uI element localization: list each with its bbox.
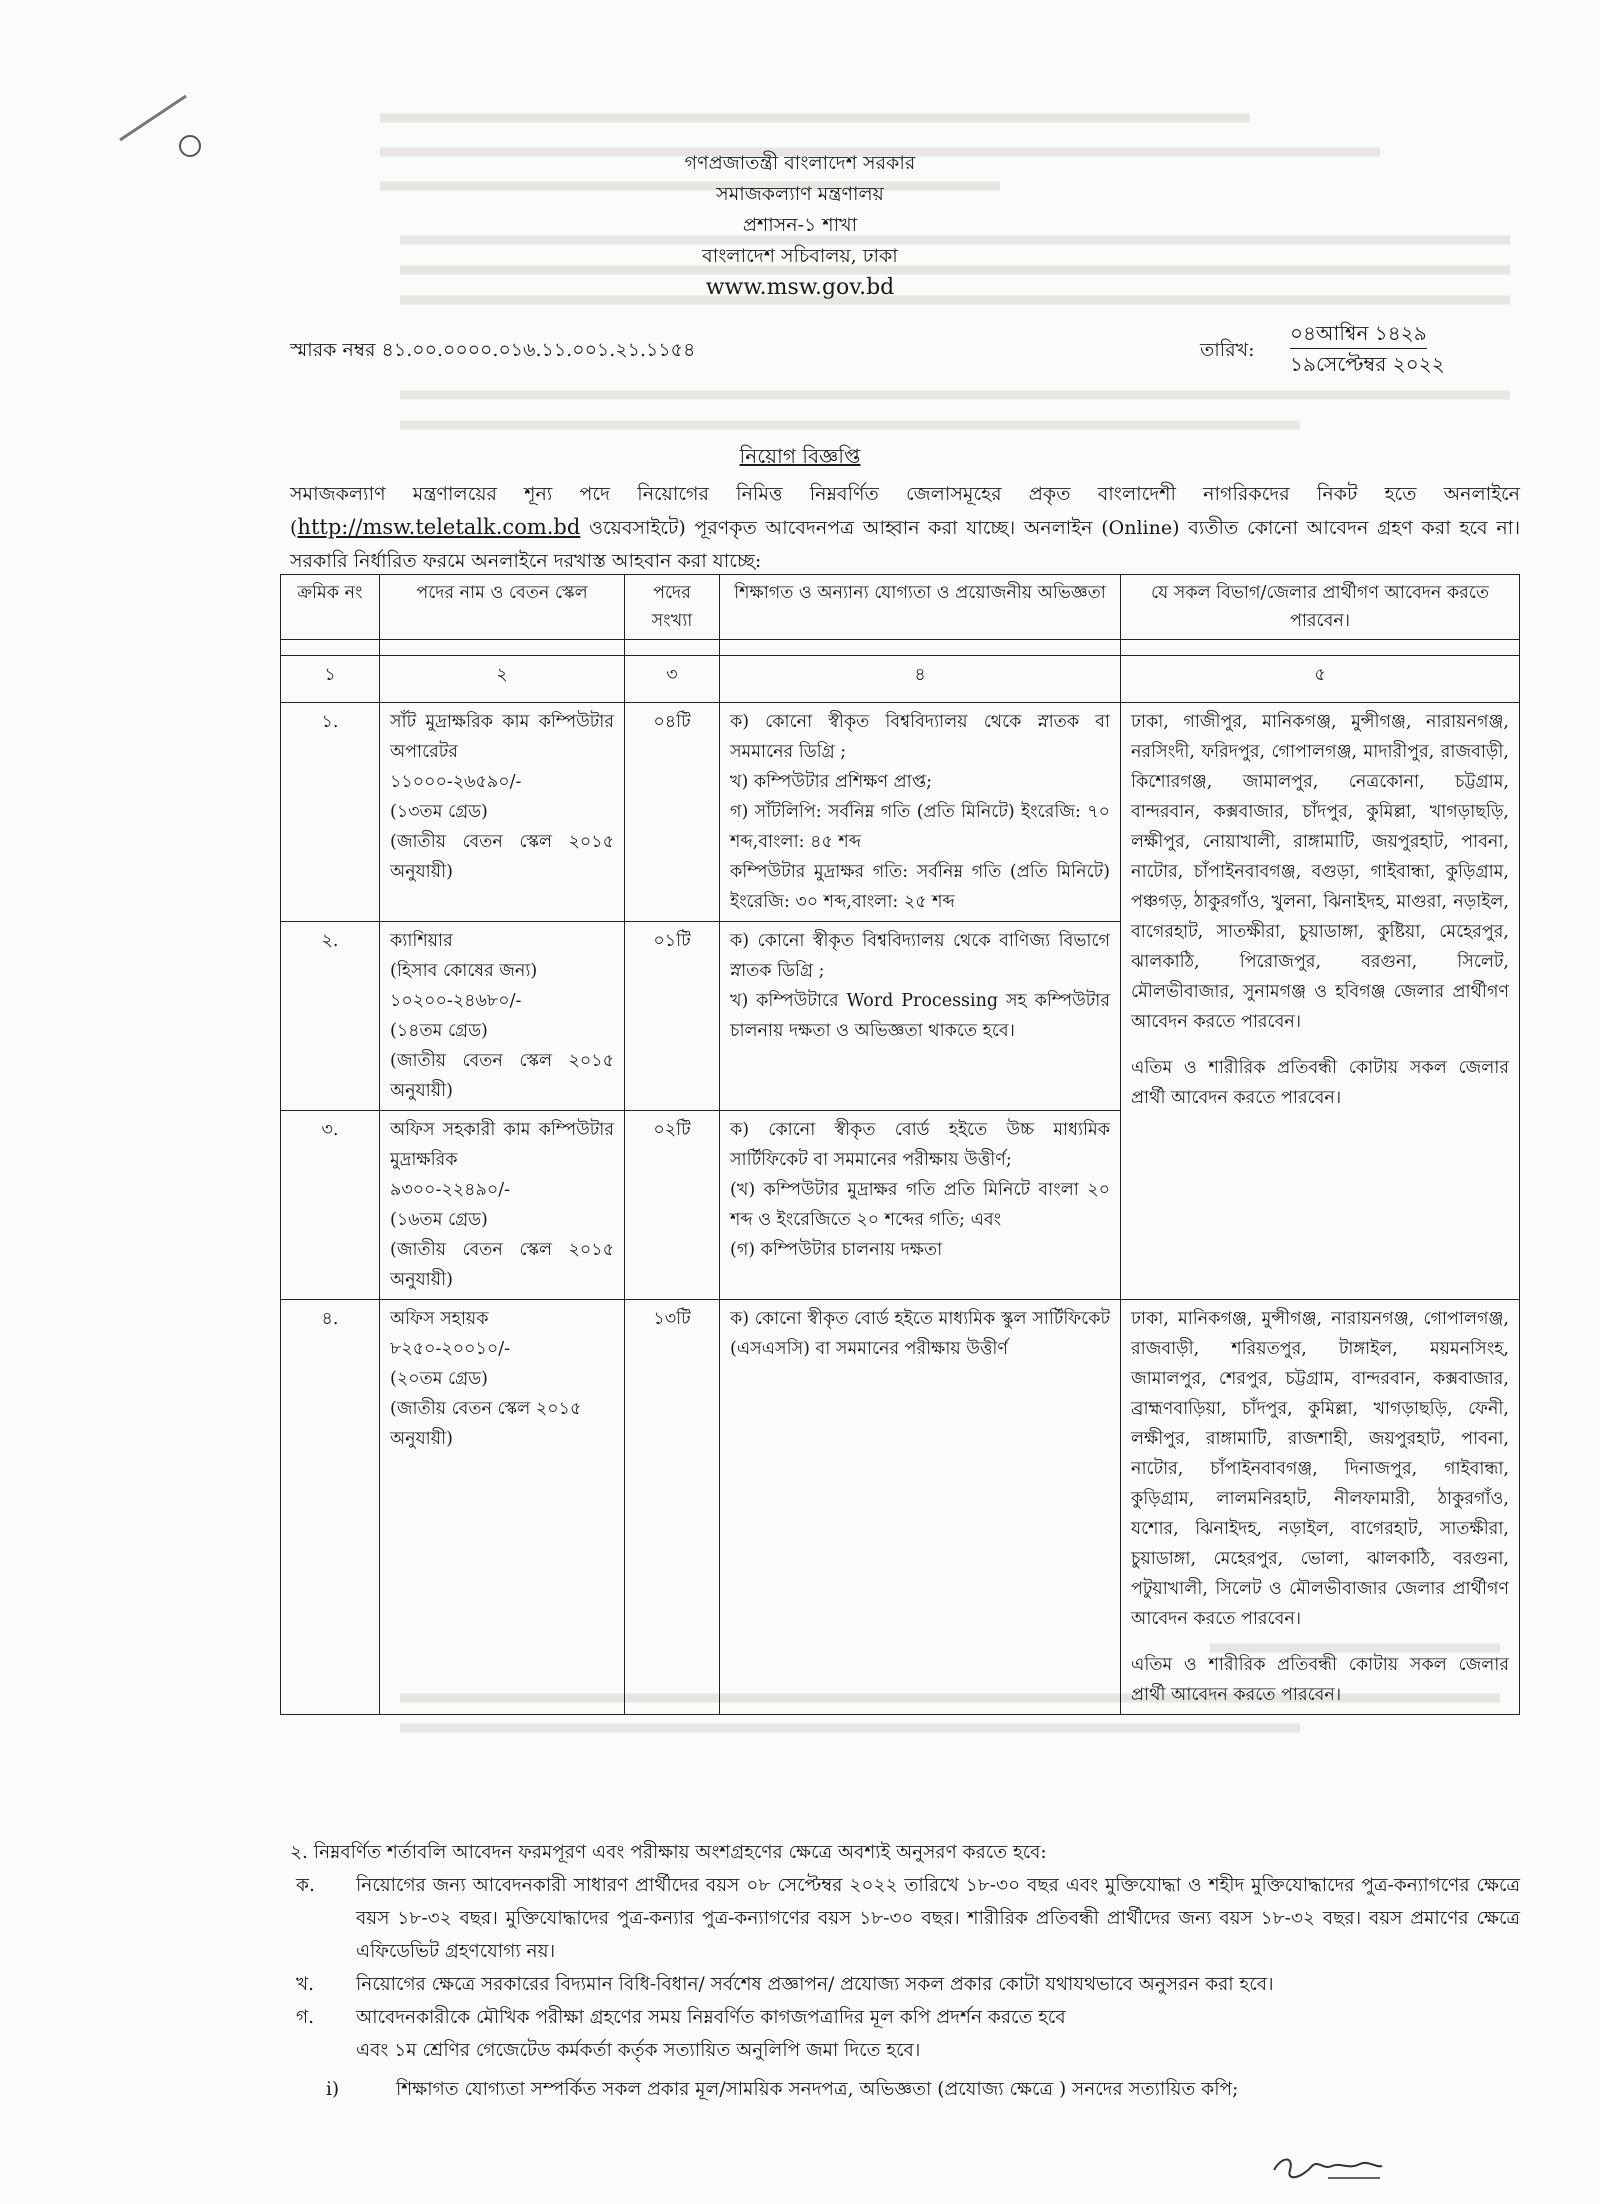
post-cell [380, 922, 625, 1111]
grade: (১৩তম গ্রেড) [390, 802, 488, 822]
col-number: ১ [281, 656, 380, 703]
qualification-item: ক) কোনো স্বীকৃত বোর্ড হইতে উচ্চ মাধ্যমিক সার্টিফিকেট বা সমমানের পরীক্ষায় উত্তীর্ণ; [730, 1120, 1110, 1170]
scale-note: (জাতীয় বেতন স্কেল ২০১৫ অনুযায়ী) [390, 1240, 614, 1290]
condition-continuation: এবং ১ম শ্রেণির গেজেটেড কর্মকর্তা কর্তৃক সত্যায়িত অনুলিপি জমা দিতে হবে। [356, 2040, 921, 2061]
districts-cell [1121, 703, 1520, 1300]
vacancy-table [280, 574, 1520, 1715]
qualification-cell [720, 1111, 1121, 1300]
post-subtitle: (হিসাব কোষের জন্য) [390, 961, 538, 981]
qualification-item: (খ) কম্পিউটার মুদ্রাক্ষর গতি প্রতি মিনিটে বাংলা ২০ শব্দ ও ইংরেজিতে ২০ শব্দের গতি; এবং [730, 1180, 1110, 1230]
pay-scale: ১১০০০-২৬৫৯০/- [390, 772, 522, 792]
districts-cell [1121, 1300, 1520, 1715]
roman-text: শিক্ষাগত যোগ্যতা সম্পর্কিত সকল প্রকার মূল/সাময়িক সনদপত্র, অভিজ্ঞতা (প্রযোজ্য ক্ষেত্রে ) সনদের সত্যায়িত কপি; [396, 2079, 1239, 2100]
column-number-row [281, 656, 1520, 703]
website-link[interactable]: www.msw.gov.bd [705, 275, 895, 300]
header-count: পদের সংখ্যা [625, 575, 720, 640]
condition-label: খ. [296, 1974, 315, 1995]
header-districts: যে সকল বিভাগ/জেলার প্রার্থীগণ আবেদন করতে পারবেন। [1121, 575, 1520, 640]
col-number: ২ [380, 656, 625, 703]
date-english: ১৯সেপ্টেম্বর ২০২২ [1290, 352, 1445, 376]
row-serial: ১. [281, 703, 380, 922]
condition-label: ক. [296, 1875, 315, 1896]
ministry-name: সমাজকল্যাণ মন্ত্রণালয় [716, 183, 884, 205]
post-title: সাঁট মুদ্রাক্ষরিক কাম কম্পিউটার অপারেটর [390, 712, 614, 762]
date-bangla: ০৪আশ্বিন ১৪২৯ [1290, 318, 1427, 349]
memo-value: ৪১.০০.০০০০.০১৬.১১.০০১.২১.১১৫৪ [381, 339, 696, 361]
district-list: ঢাকা, মানিকগঞ্জ, মুন্সীগঞ্জ, নারায়নগঞ্জ, গোপালগঞ্জ, রাজবাড়ী, শরিয়তপুর, টাঙ্গাইল, ময়মনসিংহ, জামালপুর, শেরপুর, চট্টগ্রাম, বান্দরবান, কক্সবাজার, ব্রাহ্মণবাড়িয়া, চাঁদপুর, কুমিল্লা, খাগড়াছড়ি, ফেনী, লক্ষীপুর, রাঙ্গামাটি, রাজশাহী, জয়পুরহাট, পাবনা, নাটোর, চাঁপাইনবাবগঞ্জ, দিনাজপুর, গাইবান্ধা, কুড়িগ্রাম, লালমনিরহাট, নীলফামারী, ঠাকুরগাঁও, যশোর, ঝিনাইদহ, নড়াইল, বাগেরহাট, সাতক্ষীরা, চুয়াডাঙ্গা, মেহেরপুর, ভোলা, ঝালকাঠি, বরগুনা, পটুয়াখালী, সিলেট ও মৌলভীবাজার জেলার প্রার্থীগণ আবেদন করতে পারবেন। [1131, 1309, 1509, 1629]
qualification-item: খ) কম্পিউটারে Word Processing সহ কম্পিউটার চালনায় দক্ষতা ও অভিজ্ঞতা থাকতে হবে। [730, 991, 1110, 1041]
pay-scale: ১০২০০-২৪৬৮০/- [390, 991, 522, 1011]
qualification-item: ক) কোনো স্বীকৃত বিশ্ববিদ্যালয় থেকে স্নাতক বা সমমানের ডিগ্রি ; [730, 712, 1110, 762]
condition-label: গ. [296, 2007, 315, 2028]
post-title: ক্যাশিয়ার [390, 931, 453, 951]
date-label: তারিখ: [1200, 339, 1255, 361]
condition-text: নিয়োগের জন্য আবেদনকারী সাধারণ প্রার্থীদের বয়স ০৮ সেপ্টেম্বর ২০২২ তারিখে ১৮-৩০ বছর এবং মুক্তিযোদ্ধা ও শহীদ মুক্তিযোদ্ধাদের পুত্র-কন্যাগণের ক্ষেত্রে বয়স ১৮-৩২ বছর। মুক্তিযোদ্ধাদের পুত্র-কন্যার পুত্র-কন্যাগণের বয়স ১৮-৩০ বছর। শারীরিক প্রতিবন্ধী প্রার্থীদের জন্য বয়স ১৮-৩২ বছর। বয়স প্রমাণের ক্ষেত্রে এফিডেভিট গ্রহণযোগ্য নয়। [356, 1875, 1520, 1962]
header-serial: ক্রমিক নং [281, 575, 380, 640]
conditions-section [290, 1836, 1520, 2106]
table-spacer-row [281, 640, 1520, 656]
grade: (১৬তম গ্রেড) [390, 1210, 488, 1230]
post-cell [380, 703, 625, 922]
intro-text-1: সমাজকল্যাণ মন্ত্রণালয়ের শূন্য পদে নিয়োগের নিমিত্ত নিম্নবর্ণিত জেলাসমূহের প্রকৃত বাংলাদেশী নাগরিকদের নিকট হতে অনলাইনে ( [290, 483, 1520, 539]
qualification-item: কম্পিউটার মুদ্রাক্ষর গতি: সর্বনিম্ন গতি (প্রতি মিনিটে) ইংরেজি: ৩০ শব্দ,বাংলা: ২৫ শব্দ [730, 862, 1110, 912]
section-name: প্রশাসন-১ শাখা [742, 214, 858, 236]
roman-label: i) [326, 2079, 340, 2100]
header-qualification: শিক্ষাগত ও অন্যান্য যোগ্যতা ও প্রয়োজনীয় অভিজ্ঞতা [720, 575, 1121, 640]
grade: (২০তম গ্রেড) [390, 1369, 488, 1389]
post-count: ০২টি [625, 1111, 720, 1300]
row-serial: ২. [281, 922, 380, 1111]
govt-name: গণপ্রজাতন্ত্রী বাংলাদেশ সরকার [684, 152, 916, 174]
post-title: অফিস সহকারী কাম কম্পিউটার মুদ্রাক্ষরিক [390, 1120, 614, 1170]
notice-title: নিয়োগ বিজ্ঞপ্তি [739, 444, 861, 468]
signature-mark [1268, 2148, 1388, 2188]
qualification-item: খ) কম্পিউটার প্রশিক্ষণ প্রাপ্ত; [730, 772, 932, 792]
quota-note: এতিম ও শারীরিক প্রতিবন্ধী কোটায় সকল জেলার প্রার্থী আবেদন করতে পারবেন। [1131, 1655, 1509, 1705]
row-serial: ৪. [281, 1300, 380, 1715]
teletalk-link[interactable]: http://msw.teletalk.com.bd [297, 515, 581, 539]
condition-text: নিয়োগের ক্ষেত্রে সরকারের বিদ্যমান বিধি-বিধান/ সর্বশেষ প্রজ্ঞাপন/ প্রযোজ্য সকল প্রকার কোটা যথাযথভাবে অনুসরন করা হবে। [356, 1974, 1274, 1995]
qualification-cell [720, 922, 1121, 1111]
intro-text-2: ওয়েবসাইটে) পূরণকৃত আবেদনপত্র আহ্বান করা যাচ্ছে। অনলাইন (Online) ব্যতীত কোনো আবেদন গ্রহণ করা হবে না। সরকারি নির্ধারিত ফরমে অনলাইনে দরখাস্ত আহবান করা যাচ্ছে: [290, 517, 1520, 572]
post-count: ১৩টি [625, 1300, 720, 1715]
header [400, 148, 1200, 303]
intro-paragraph [290, 478, 1520, 578]
condition-item [290, 2001, 1520, 2034]
qualification-cell [720, 1300, 1121, 1715]
scale-note: (জাতীয় বেতন স্কেল ২০১৫ অনুযায়ী) [390, 832, 614, 882]
document-list-item [326, 2073, 1520, 2106]
qualification-cell [720, 703, 1121, 922]
quota-note: এতিম ও শারীরিক প্রতিবন্ধী কোটায় সকল জেলার প্রার্থী আবেদন করতে পারবেন। [1131, 1058, 1509, 1108]
post-count: ০৪টি [625, 703, 720, 922]
post-cell [380, 1300, 625, 1715]
col-number: ৫ [1121, 656, 1520, 703]
condition-text: আবেদনকারীকে মৌখিক পরীক্ষা গ্রহণের সময় নিম্নবর্ণিত কাগজপত্রাদির মূল কপি প্রদর্শন করতে হবে [356, 2007, 1066, 2028]
pay-scale: ৯৩০০-২২৪৯০/- [390, 1180, 511, 1200]
table-row [281, 703, 1520, 922]
post-cell [380, 1111, 625, 1300]
header-post: পদের নাম ও বেতন স্কেল [380, 575, 625, 640]
qualification-item: গ) সাঁটলিপি: সর্বনিম্ন গতি (প্রতি মিনিটে) ইংরেজি: ৭০ শব্দ,বাংলা: ৪৫ শব্দ [730, 802, 1110, 852]
memo-number [290, 336, 695, 368]
table-header-row [281, 575, 1520, 640]
grade: (১৪তম গ্রেড) [390, 1021, 488, 1041]
condition-item [290, 1968, 1520, 2001]
district-list: ঢাকা, গাজীপুর, মানিকগঞ্জ, মুন্সীগঞ্জ, নারায়নগঞ্জ, নরসিংদী, ফরিদপুর, গোপালগঞ্জ, মাদারীপুর, রাজবাড়ী, কিশোরগঞ্জ, জামালপুর, নেত্রকোনা, চট্টগ্রাম, বান্দরবান, কক্সবাজার, চাঁদপুর, কুমিল্লা, খাগড়াছড়ি, লক্ষীপুর, নোয়াখালী, রাঙ্গামাটি, জয়পুরহাট, পাবনা, নাটোর, চাঁপাইনবাবগঞ্জ, বগুড়া, গাইবান্ধা, কুড়িগ্রাম, পঞ্চগড়, ঠাকুরগাঁও, খুলনা, ঝিনাইদহ, মাগুরা, নড়াইল, বাগেরহাট, সাতক্ষীরা, চুয়াডাঙ্গা, কুষ্টিয়া, মেহেরপুর, ঝালকাঠি, পিরোজপুর, বরগুনা, সিলেট, মৌলভীবাজার, সুনামগঞ্জ ও হবিগঞ্জ জেলার প্রার্থীগণ আবেদন করতে পারবেন। [1131, 712, 1509, 1032]
conditions-heading: ২. নিম্নবর্ণিত শর্তাবলি আবেদন ফরমপূরণ এবং পরীক্ষায় অংশগ্রহণের ক্ষেত্রে অবশ্যই অনুসরণ করতে হবে: [290, 1842, 1047, 1863]
scale-note: (জাতীয় বেতন স্কেল ২০১৫ অনুযায়ী) [390, 1051, 614, 1101]
qualification-item: ক) কোনো স্বীকৃত বোর্ড হইতে মাধ্যমিক স্কুল সার্টিফিকেট (এসএসসি) বা সমমানের পরীক্ষায় উত্তীর্ণ [730, 1309, 1110, 1359]
col-number: ৩ [625, 656, 720, 703]
post-title: অফিস সহায়ক [390, 1309, 489, 1329]
memo-label: স্মারক নম্বর [290, 339, 376, 361]
pay-scale: ৮২৫০-২০০১০/- [390, 1339, 511, 1359]
row-serial: ৩. [281, 1111, 380, 1300]
post-count: ০১টি [625, 922, 720, 1111]
qualification-item: (গ) কম্পিউটার চালনায় দক্ষতা [730, 1240, 943, 1260]
table-row [281, 1300, 1520, 1715]
condition-item [290, 1869, 1520, 1968]
scale-note: (জাতীয় বেতন স্কেল ২০১৫ অনুযায়ী) [390, 1399, 582, 1449]
col-number: ৪ [720, 656, 1121, 703]
qualification-item: ক) কোনো স্বীকৃত বিশ্ববিদ্যালয় থেকে বাণিজ্য বিভাগে স্নাতক ডিগ্রি ; [730, 931, 1110, 981]
date-block [1290, 318, 1445, 379]
address: বাংলাদেশ সচিবালয়, ঢাকা [702, 245, 898, 267]
